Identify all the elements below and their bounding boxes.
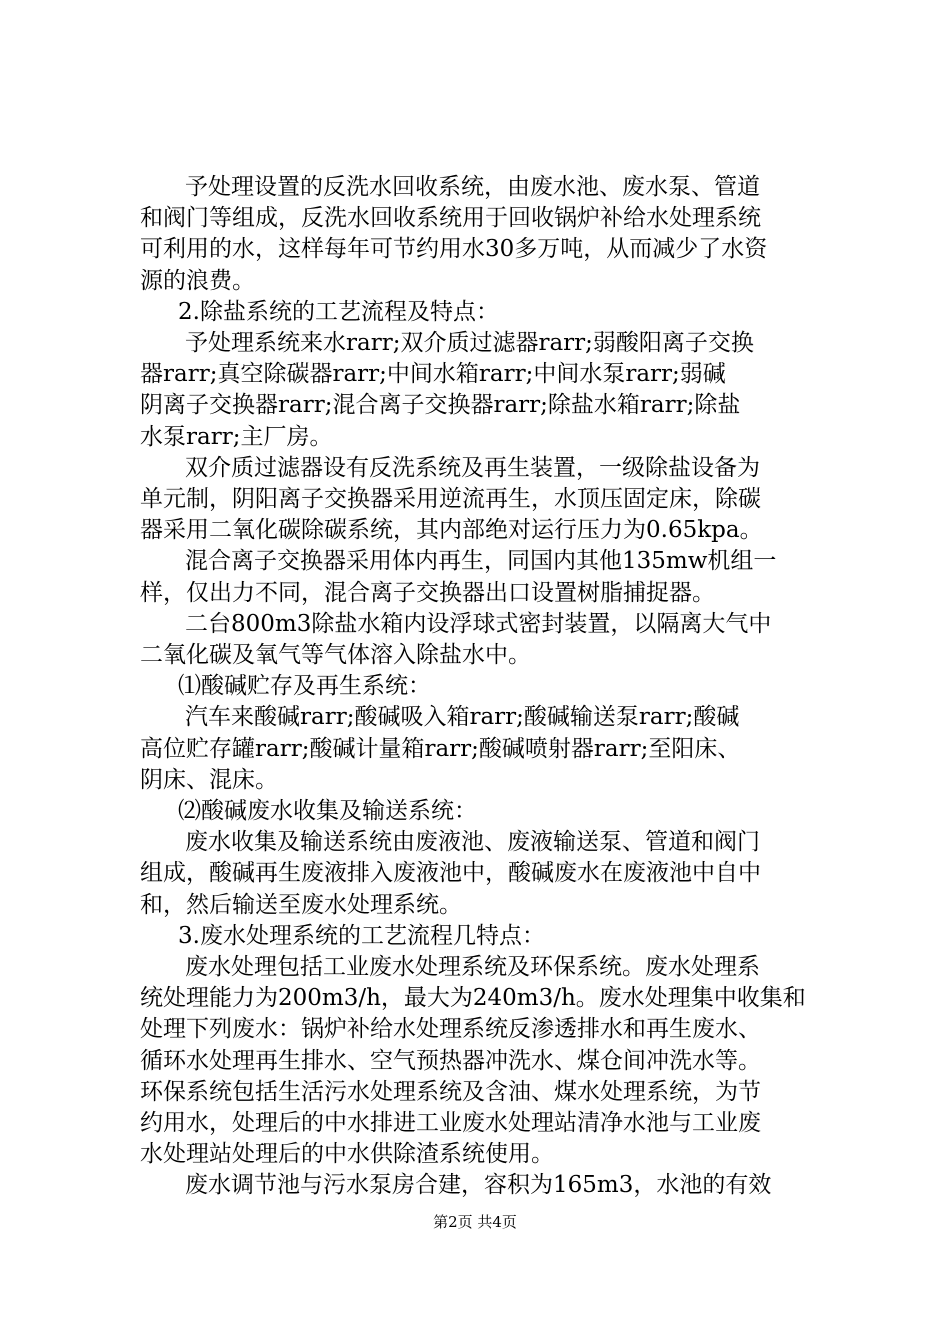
text-line: 单元制，阴阳离子交换器采用逆流再生，水顶压固定床，除碳: [140, 486, 761, 512]
text-line: 阴离子交换器rarr;混合离子交换器rarr;除盐水箱rarr;除盐: [140, 392, 741, 418]
text-line: 予处理系统来水rarr;双介质过滤器rarr;弱酸阳离子交换: [185, 330, 754, 356]
text-line: 废水收集及输送系统由废液池、废液输送泵、管道和阀门: [185, 829, 760, 855]
text-line: 可利用的水，这样每年可节约用水30多万吨，从而减少了水资: [140, 236, 768, 262]
text-line: 双介质过滤器设有反洗系统及再生装置，一级除盐设备为: [185, 455, 760, 481]
text-line: 源的浪费。: [140, 268, 255, 294]
text-line: 循环水处理再生排水、空气预热器冲洗水、煤仓间冲洗水等。: [140, 1048, 761, 1074]
section-heading: 2.除盐系统的工艺流程及特点：: [178, 299, 499, 325]
text-line: 阴床、混床。: [140, 767, 278, 793]
section-heading: 3.废水处理系统的工艺流程几特点：: [178, 923, 545, 949]
text-line: 水泵rarr;主厂房。: [140, 424, 333, 450]
text-line: 组成，酸碱再生废液排入废液池中，酸碱废水在废液池中自中: [140, 860, 761, 886]
text-line: 和，然后输送至废水处理系统。: [140, 892, 462, 918]
text-line: 废水处理包括工业废水处理系统及环保系统。废水处理系: [185, 954, 760, 980]
text-line: 二氧化碳及氧气等气体溶入除盐水中。: [140, 642, 531, 668]
text-line: 水处理站处理后的中水供除渣系统使用。: [140, 1141, 554, 1167]
text-line: 环保系统包括生活污水处理系统及含油、煤水处理系统，为节: [140, 1079, 761, 1105]
text-line: 统处理能力为200m3/h，最大为240m3/h。废水处理集中收集和: [140, 985, 806, 1011]
text-line: 器rarr;真空除碳器rarr;中间水箱rarr;中间水泵rarr;弱碱: [140, 361, 726, 387]
section-heading: ⑵酸碱废水收集及输送系统：: [178, 798, 477, 824]
section-heading: ⑴酸碱贮存及再生系统：: [178, 673, 431, 699]
text-line: 高位贮存罐rarr;酸碱计量箱rarr;酸碱喷射器rarr;至阳床、: [140, 736, 741, 762]
text-line: 废水调节池与污水泵房合建，容积为165m3，水池的有效: [185, 1172, 772, 1198]
text-line: 汽车来酸碱rarr;酸碱吸入箱rarr;酸碱输送泵rarr;酸碱: [185, 704, 740, 730]
text-line: 予处理设置的反洗水回收系统，由废水池、废水泵、管道: [185, 174, 760, 200]
text-line: 和阀门等组成，反洗水回收系统用于回收锅炉补给水处理系统: [140, 205, 761, 231]
text-line: 二台800m3除盐水箱内设浮球式密封装置，以隔离大气中: [185, 611, 772, 637]
text-line: 器采用二氧化碳除碳系统，其内部绝对运行压力为0.65kpa。: [140, 517, 763, 543]
text-line: 处理下列废水：锅炉补给水处理系统反渗透排水和再生废水、: [140, 1016, 761, 1042]
text-line: 约用水，处理后的中水排进工业废水处理站清净水池与工业废: [140, 1110, 761, 1136]
page-number-label: 第2页 共4页: [433, 1213, 517, 1231]
page-footer: [0, 1212, 950, 1232]
text-line: 混合离子交换器采用体内再生，同国内其他135mw机组一: [185, 548, 777, 574]
text-line: 样，仅出力不同，混合离子交换器出口设置树脂捕捉器。: [140, 580, 715, 606]
